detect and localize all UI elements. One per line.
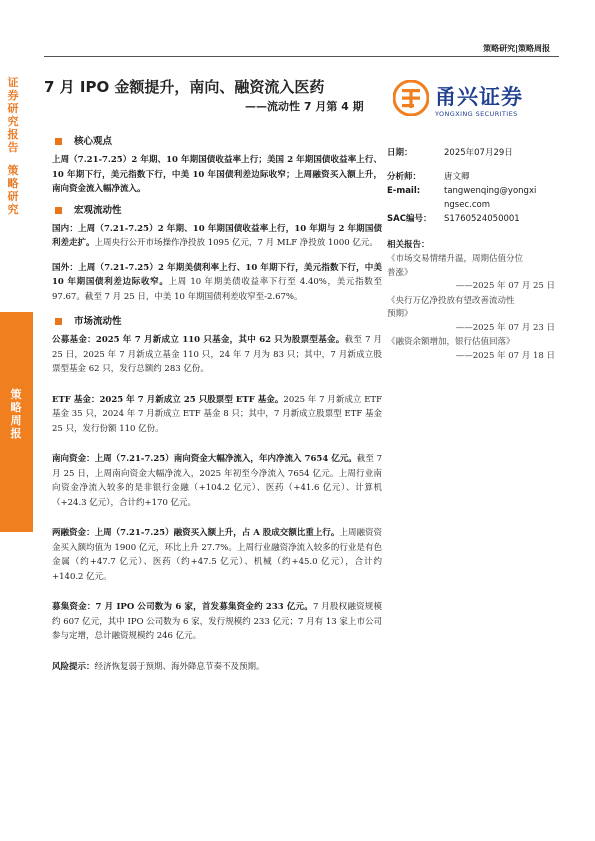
logo-wordmark: 甬兴证券 [435, 85, 523, 109]
meta-date: 日期： 2025年07月29日 [387, 148, 513, 158]
meta-email-cont: ngsec.com [444, 200, 490, 210]
header-divider [44, 56, 559, 57]
related-report-item[interactable]: 《央行万亿净投放有望改善流动性 预期》 ——2025 年 07 月 23 日 [387, 295, 555, 333]
bullet-square-icon [55, 138, 62, 145]
side-label-research-type: 策略研究 [7, 164, 19, 216]
report-meta-panel [387, 146, 555, 364]
related-report-item[interactable]: 《融资余额增加，银行估值回落》 ——2025 年 07 月 18 日 [387, 337, 555, 361]
risk-warning: 风险提示：经济恢复弱于预期、海外降息节奏不及预期。 [52, 661, 265, 672]
report-category-tag: 策略研究|策略周报 [483, 44, 550, 53]
company-logo [393, 80, 553, 124]
macro-foreign-paragraph: 国外：上周（7.21-7.25）2 年期美债利率上行、10 年期下行，美元指数下行，中美 10 年期国债利差边际收窄。上周 10 年期美债收益率下行至 4.40%，美元指数至 97.67。截至 7 月 25 日，中美 10 年期国债利差收窄至-2.67%。 [52, 262, 382, 302]
logo-english: YONGXING SECURITIES [435, 110, 518, 118]
side-label-report-type: 证券研究报告 [7, 76, 19, 154]
page-title: 7 月 IPO 金额提升，南向、融资流入医药 [44, 78, 325, 96]
bullet-square-icon [55, 207, 62, 214]
related-report-item[interactable]: 《市场交易情绪升温，周期估值分位 普涨》 ——2025 年 07 月 25 日 [387, 254, 555, 291]
market-etf-paragraph: ETF 基金：2025 年 7 月新成立 25 只股票型 ETF 基金。2025 年 7 月新成立 ETF 基金 35 只，2024 年 7 月新成立 ETF 基金 8 只；其中，7 月新成立股票型 ETF 基金 25 只，发行份额 110 亿份。 [52, 394, 382, 434]
related-reports-heading: 相关报告： [387, 240, 430, 250]
macro-domestic-paragraph: 国内：上周（7.21-7.25）2 年期、10 年期国债收益率上行，10 年期与 2 年期国债利差走扩。上周央行公开市场操作净投放 1095 亿元，7 月 MLF 净投放 1000 亿元。 [52, 223, 382, 248]
meta-analyst: 分析师： 唐文卿 [387, 172, 470, 182]
market-ipo-paragraph: 募集资金：7 月 IPO 公司数为 6 家，首发募集资金约 233 亿元。7 月股权融资规模约 607 亿元，其中 IPO 公司数为 6 家，发行规模约 233 亿元；7 月有 13 家上市公司参与定增，总计融资规模约 246 亿元。 [52, 602, 382, 641]
market-fund-paragraph: 公募基金：2025 年 7 月新成立 110 只基金，其中 62 只为股票型基金。截至 7 月 25 日，2025 年 7 月新成立基金 110 只，24 年 7 月为 83 只；其中，7 月新成立股票型基金 62 只，发行总额约 283 亿份。 [52, 335, 382, 374]
meta-sac: SAC编号： S1760524050001 [387, 214, 520, 224]
side-label-weekly: 策略周报 [10, 388, 22, 440]
side-label-top [4, 76, 22, 216]
market-margin-paragraph: 两融资金：上周（7.21-7.25）融资买入额上升，占 A 股成交额比重上行。上周融资资金买入额均值为 1900 亿元，环比上升 27.7%。上周行业融资净流入较多的行业是有色金属（约+47.7 亿元）、医药（约+47.5 亿元）、机械（约+45.0 亿元），合计约+140.2 亿元。 [52, 528, 382, 582]
main-content [52, 134, 382, 680]
logo-mark-icon [393, 80, 429, 116]
bullet-square-icon [55, 318, 62, 325]
core-view-text: 上周（7.21-7.25）2 年期、10 年期国债收益率上行；美国 2 年期国债收益率上行、10 年期下行，美元指数下行，中美 10 年国债利差边际收窄；上周融资买入额上升，南向资金流入幅净流入。 [52, 155, 382, 194]
section-heading-core: 核心观点 [52, 134, 382, 149]
section-heading-macro: 宏观流动性 [52, 203, 382, 218]
page-subtitle: ——流动性 7 月第 4 期 [245, 100, 364, 113]
market-southbound-paragraph: 南向资金：上周（7.21-7.25）南向资金大幅净流入，年内净流入 7654 亿元。截至 7 月 25 日，上周南向资金大幅净流入，2025 年初至今净流入 7654 亿元。上周行业南向资金净流入较多的是非银行金融（+104.2 亿元）、医药（+41.6 亿元）、计算机（+24.3 亿元），合计约+170 亿元。 [52, 454, 382, 508]
section-heading-market: 市场流动性 [52, 314, 382, 329]
meta-email: E-mail: tangwenqing@yongxi [387, 186, 537, 196]
